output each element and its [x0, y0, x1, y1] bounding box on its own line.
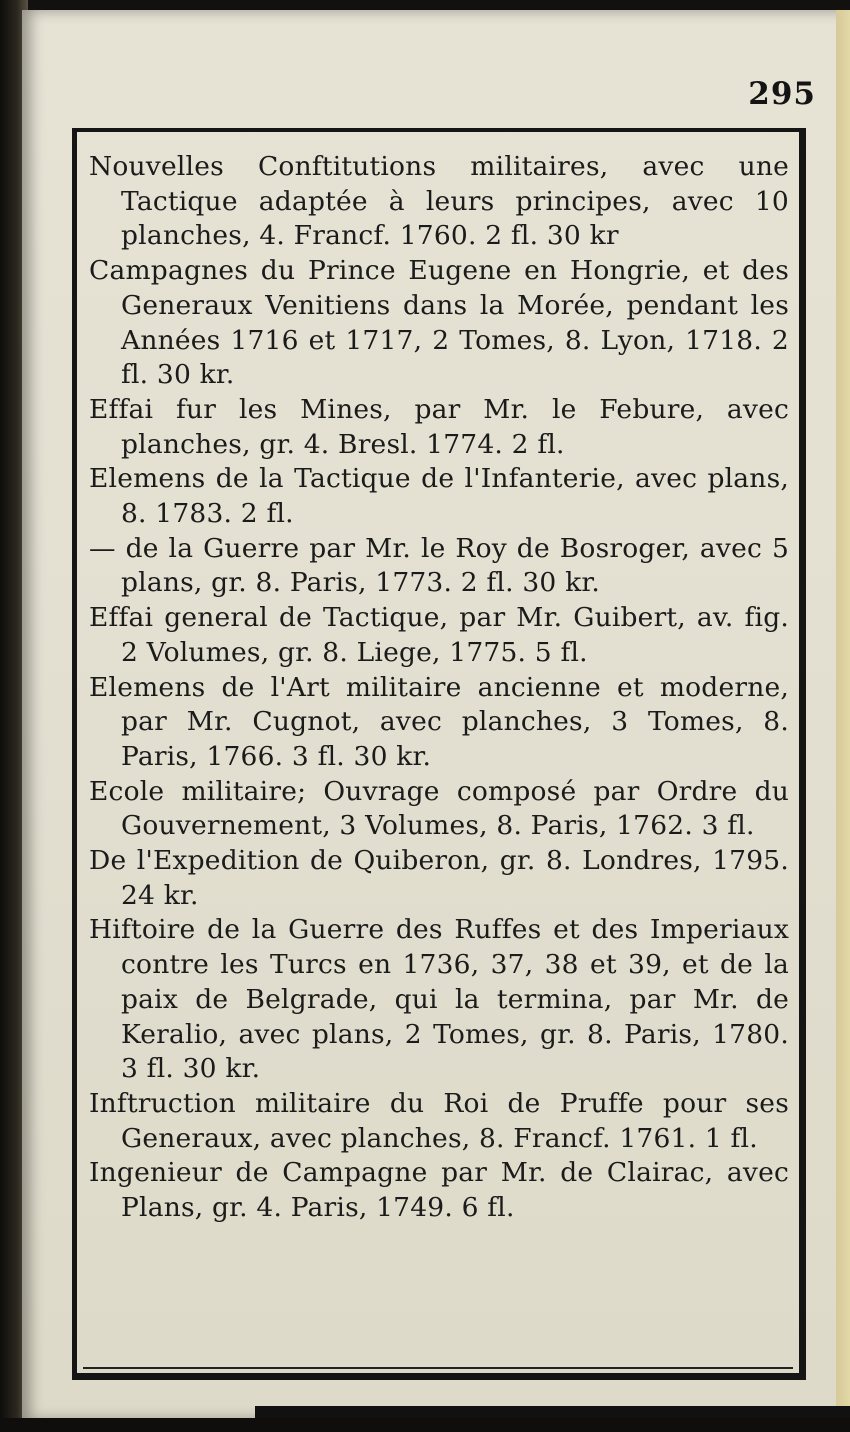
entry-text: Ingenieur de Campagne par Mr. de Clairac, avec Plans, gr. 4. Paris, 1749. 6 fl.: [89, 1157, 789, 1224]
catalogue-entry: [89, 601, 789, 670]
catalogue-entry: [89, 393, 789, 462]
entry-text: Hiftoire de la Guerre des Ruffes et des Imperiaux contre les Turcs en 1736, 37, 38 et 39, et de la paix de Belgrade, qui la termina, par Mr. de Keralio, avec plans, 2 Tomes, gr. 8. Paris, 1780. 3 fl. 30 kr.: [89, 914, 789, 1085]
entry-text: Effai general de Tactique, par Mr. Guibert, av. fig. 2 Volumes, gr. 8. Liege, 1775. 5 fl.: [89, 602, 789, 668]
entry-text: Effai fur les Mines, par Mr. le Febure, avec planches, gr. 4. Bresl. 1774. 2 fl.: [89, 393, 789, 460]
frame-inner-rule: [83, 1367, 793, 1369]
catalogue-entry: [89, 462, 789, 531]
catalogue-entry: [89, 671, 789, 775]
entry-text: Ecole militaire; Ouvrage composé par Ordre du Gouvernement, 3 Volumes, 8. Paris, 1762. 3 fl.: [89, 775, 789, 842]
entry-text: Nouvelles Conftitutions militaires, avec une Tactique adaptée à leurs principes, avec 10 planches, 4. Francf. 1760. 2 fl. 30 kr: [89, 151, 789, 252]
entry-text: Elemens de l'Art militaire ancienne et moderne, par Mr. Cugnot, avec planches, 3 Tomes, 8. Paris, 1766. 3 fl. 30 kr.: [89, 671, 789, 772]
entry-text: Inftruction militaire du Roi de Pruffe pour ses Generaux, avec planches, 8. Francf. 1761. 1 fl.: [89, 1087, 789, 1154]
catalogue-entry: [89, 1087, 789, 1156]
catalogue-entry: [89, 844, 789, 913]
catalogue-entry: [89, 532, 789, 601]
entry-text: — de la Guerre par Mr. le Roy de Bosroger, avec 5 plans, gr. 8. Paris, 1773. 2 fl. 30 kr.: [89, 532, 789, 599]
catalogue-entry: [89, 150, 789, 254]
catalogue-entry-list: [89, 150, 789, 1226]
catalogue-entry: [89, 1156, 789, 1225]
entry-text: Campagnes du Prince Eugene en Hongrie, et des Generaux Venitiens dans la Morée, pendant les Années 1716 et 1717, 2 Tomes, 8. Lyon, 1718. 2 fl. 30 kr.: [89, 255, 789, 391]
entry-text: Elemens de la Tactique de l'Infanterie, avec plans, 8. 1783. 2 fl.: [89, 463, 789, 530]
bottom-edge-shadow: [0, 1418, 850, 1432]
catalogue-entry: [89, 254, 789, 393]
catalogue-entry: [89, 775, 789, 844]
entry-text: De l'Expedition de Quiberon, gr. 8. Londres, 1795. 24 kr.: [89, 845, 789, 911]
page-edge-yellow: [836, 10, 850, 1420]
catalogue-entry: [89, 913, 789, 1087]
page-number: 295: [748, 76, 816, 112]
